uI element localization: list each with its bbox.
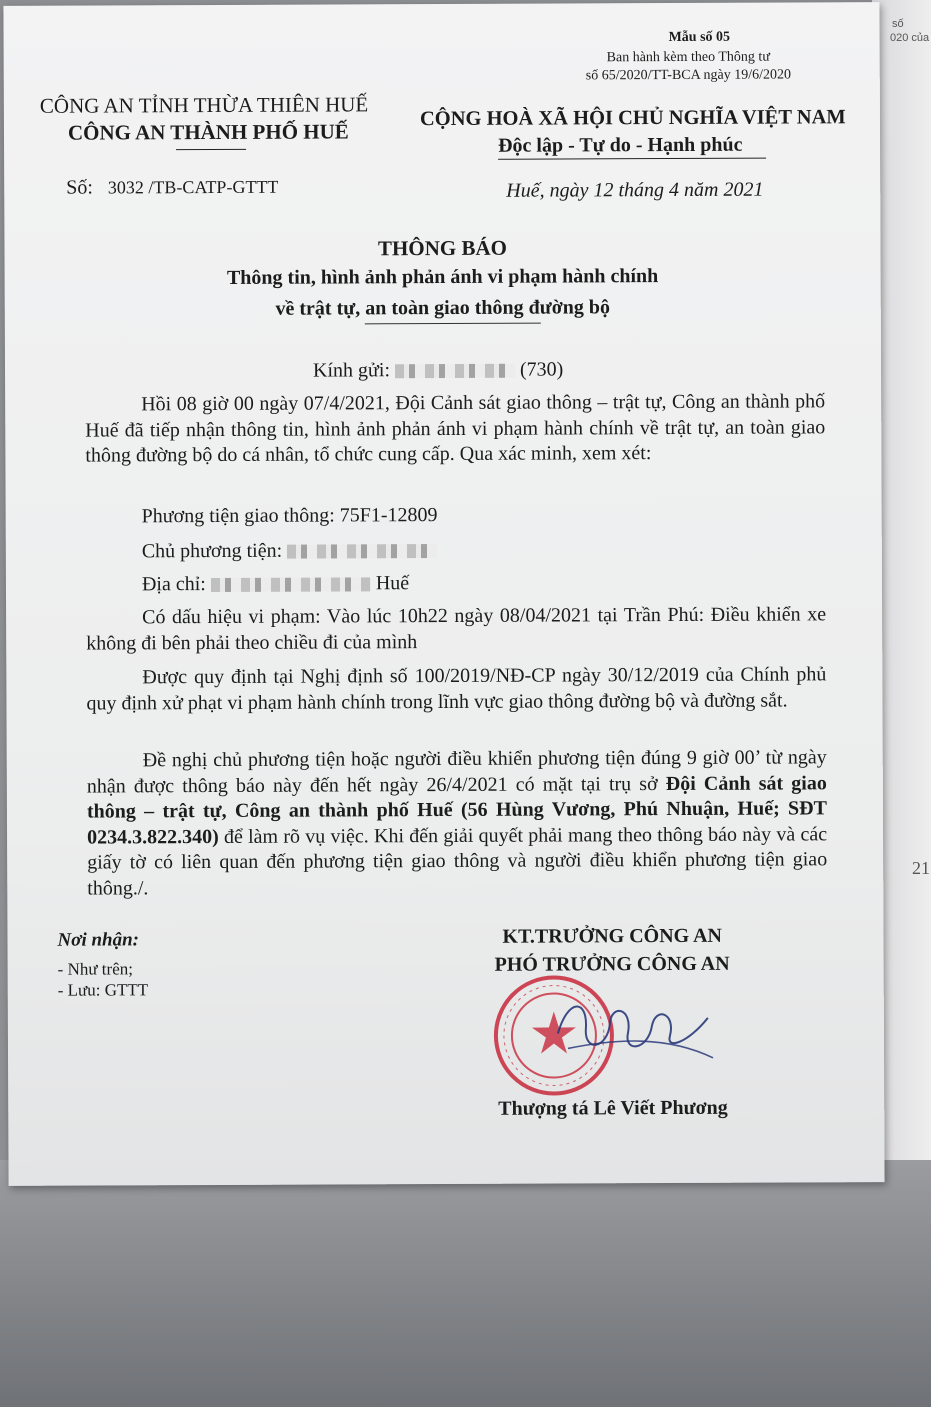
form-number: Mẫu số 05 xyxy=(668,29,731,46)
edge-text-mid: 21 xyxy=(912,858,930,878)
agency-parent: CÔNG AN TỈNH THỪA THIÊN HUẾ xyxy=(39,92,369,118)
document-number-value: 3032 /TB-CATP-GTTT xyxy=(107,176,279,198)
agency-name: CÔNG AN THÀNH PHỐ HUẾ xyxy=(67,119,349,145)
paragraph-intro-text: Hồi 08 giờ 00 ngày 07/4/2021, Đội Cảnh sát giao thông – trật tự, Công an thành phố Huế đã tiếp nhận thông tin, hình ảnh phản ánh vi phạm hành chính về trật tự, an toàn giao thông đường bộ do cá nhân, tổ chức cung cấp. Qua xác minh, xem xét: xyxy=(85,390,826,467)
edge-text-top: số xyxy=(892,18,904,30)
handwritten-signature xyxy=(548,988,718,1079)
redacted-recipient xyxy=(395,364,515,379)
recipients-label: Nơi nhận: xyxy=(57,929,140,951)
document-number xyxy=(66,176,278,200)
vehicle-line xyxy=(142,504,438,528)
document-title: THÔNG BÁO xyxy=(377,235,508,261)
recipient-line xyxy=(313,358,563,382)
document-page xyxy=(3,2,884,1186)
agency-underline xyxy=(176,149,246,150)
table-surface xyxy=(0,1160,931,1407)
recipient-suffix: (730) xyxy=(519,358,564,381)
paragraph-regulation-text: Được quy định tại Nghị định số 100/2019/NĐ-CP ngày 30/12/2019 của Chính phủ quy định xử phạt vi phạm hành chính trong lĩnh vực giao thông đường bộ và đường sắt. xyxy=(86,663,827,715)
national-title: CỘNG HOÀ XÃ HỘI CHỦ NGHĨA VIỆT NAM xyxy=(419,106,846,131)
paragraph-request-text-a: Đề nghị chủ phương tiện hoặc người điều khiển phương tiện đúng 9 giờ 00’ từ ngày nhận được thông báo này đến hết ngày 26/4/2021 có mặt tại trụ sở xyxy=(86,746,827,798)
place-date: Huế, ngày 12 tháng 4 năm 2021 xyxy=(506,178,764,202)
document-subtitle-1: Thông tin, hình ảnh phản ánh vi phạm hành chính xyxy=(226,265,659,289)
signature-title-2: PHÓ TRƯỞNG CÔNG AN xyxy=(494,952,730,976)
recipient-item-1: - Như trên; xyxy=(57,959,133,979)
paragraph-request xyxy=(87,745,828,901)
paragraph-request-text-b: để làm rõ vụ việc. Khi đến giải quyết phải mang theo thông báo này và các giấy tờ có liên quan đến phương tiện giao thông và người điều khiển phương tiện giao thông./. xyxy=(87,822,828,900)
issued-with-line2: số 65/2020/TT-BCA ngày 19/6/2020 xyxy=(585,67,791,84)
address-line xyxy=(142,572,409,596)
document-subtitle-2: về trật tự, an toàn giao thông đường bộ xyxy=(275,296,611,320)
document-number-label: Số: xyxy=(66,176,93,199)
paragraph-regulation xyxy=(86,662,826,716)
owner-label: Chủ phương tiện: xyxy=(141,539,283,563)
signer-name: Thượng tá Lê Viết Phương xyxy=(498,1096,728,1120)
issued-with xyxy=(586,48,791,85)
address-tail: Huế xyxy=(375,572,410,595)
vehicle-plate: 75F1-12809 xyxy=(339,504,438,527)
issued-with-line1: Ban hành kèm theo Thông tư xyxy=(606,49,770,66)
paragraph-intro xyxy=(85,389,825,469)
paragraph-violation xyxy=(86,602,826,656)
recipient-item-2: - Lưu: GTTT xyxy=(57,980,149,1000)
subtitle-underline xyxy=(365,323,541,325)
motto-underline xyxy=(498,158,766,160)
redacted-address xyxy=(211,578,371,593)
recipient-label: Kính gửi: xyxy=(312,359,391,382)
edge-text-top2: 020 của xyxy=(890,32,930,44)
national-motto: Độc lập - Tự do - Hạnh phúc xyxy=(497,133,743,157)
owner-line xyxy=(142,539,437,563)
redacted-owner xyxy=(287,544,437,559)
signature-title-1: KT.TRƯỞNG CÔNG AN xyxy=(502,924,722,948)
paragraph-violation-text: Có dấu hiệu vi phạm: Vào lúc 10h22 ngày 08/04/2021 tại Trần Phú: Điều khiển xe không đi bên phải theo chiều đi của mình xyxy=(86,603,827,655)
vehicle-label: Phương tiện giao thông: xyxy=(141,504,335,528)
address-label: Địa chỉ: xyxy=(141,573,206,596)
paragraph-request-bold: Đội Cảnh sát giao thông – trật tự, Công an thành phố Huế (56 Hùng Vương, Phú Nhuận, Huế; SĐT 0234.3.822.340) xyxy=(86,771,827,849)
